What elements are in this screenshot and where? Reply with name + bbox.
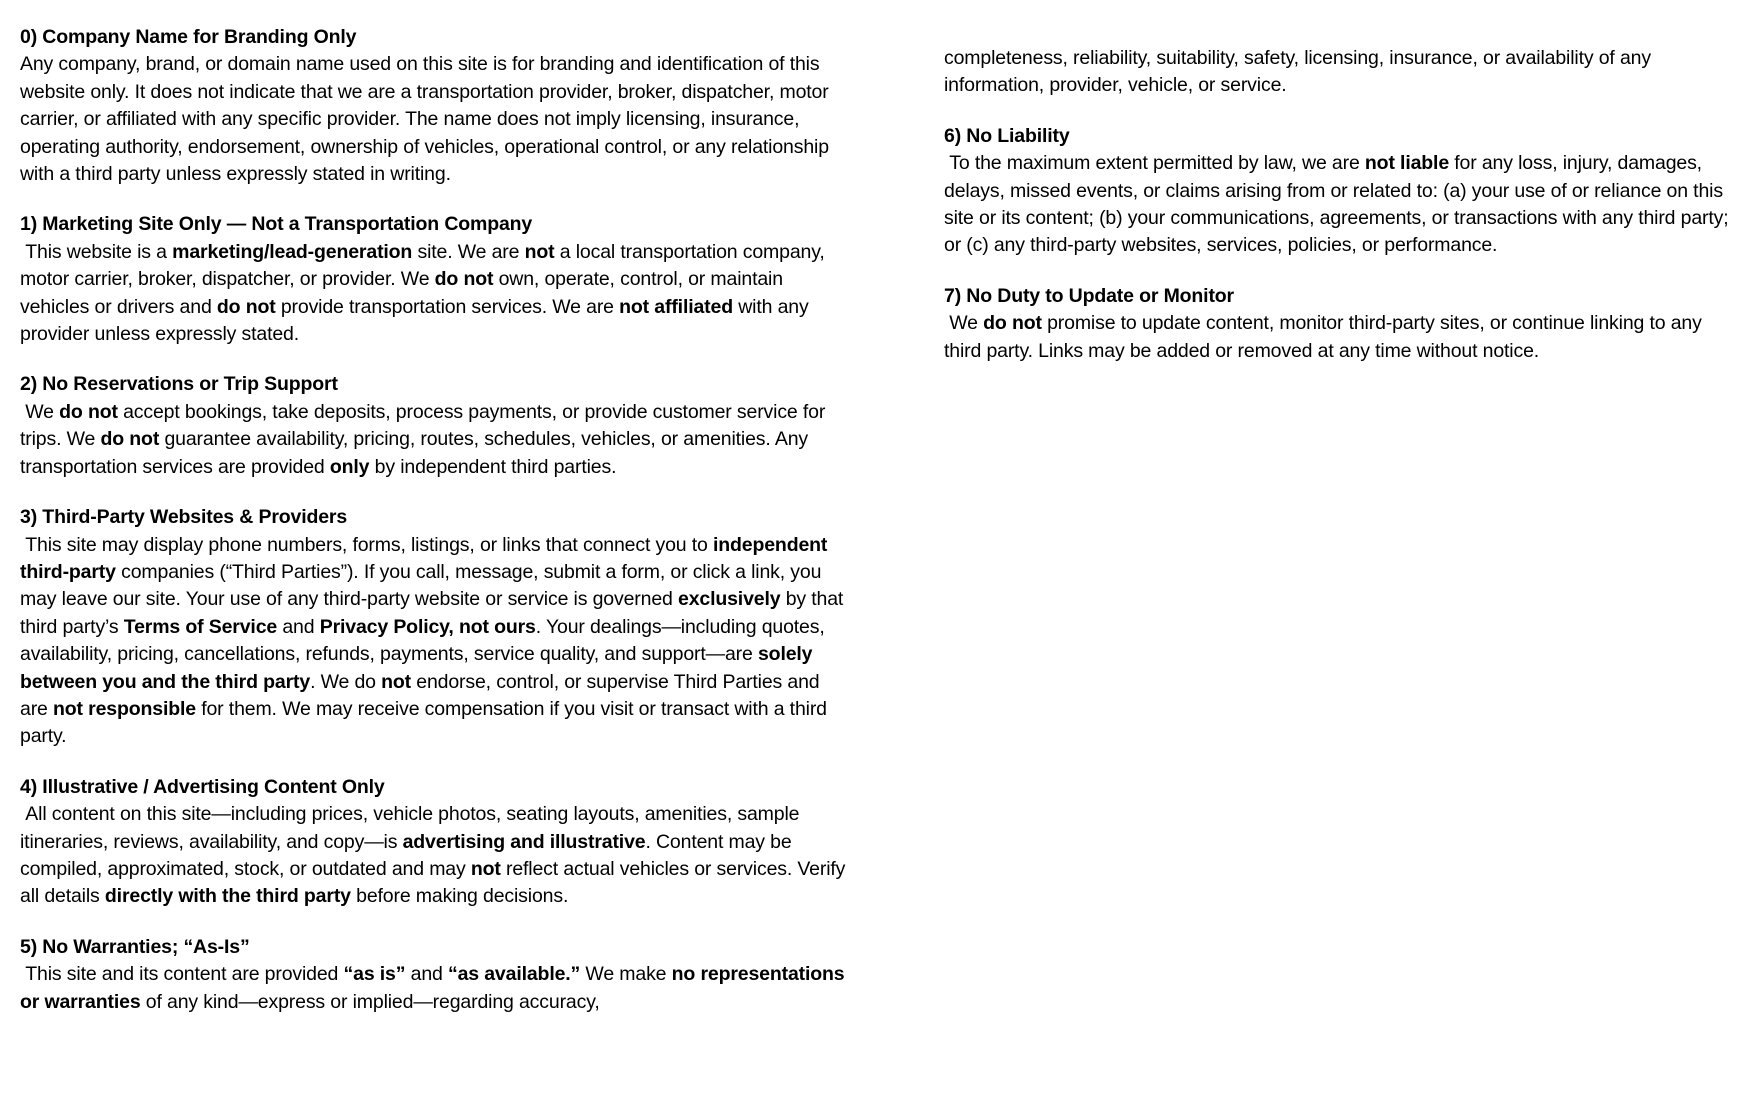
section-paragraph xyxy=(944,150,1744,260)
disclaimer-section xyxy=(944,45,1744,100)
section-heading: 2) No Reservations or Trip Support xyxy=(20,373,338,396)
bold-text: exclusively xyxy=(678,588,781,611)
body-text: and xyxy=(277,615,320,638)
disclaimer-section xyxy=(20,371,852,481)
bold-text: do not xyxy=(216,295,276,318)
body-text: a local transportation company, motor carrier, broker, dispatcher, or provider. We xyxy=(20,240,830,291)
section-paragraph xyxy=(20,801,852,911)
body-text: for them. We may receive compensation if you visit or transact with a third party. xyxy=(20,697,833,748)
bold-text: independent third-party xyxy=(20,533,833,583)
section-paragraph xyxy=(944,45,1744,100)
body-text: endorse, control, or supervise Third Parties and are xyxy=(20,670,825,720)
bold-text: advertising and illustrative xyxy=(402,830,646,853)
bold-text: Privacy Policy, not ours xyxy=(319,615,536,638)
bold-text: solely between you and the third party xyxy=(20,643,818,693)
body-text: site. We are xyxy=(412,240,525,263)
section-heading: 1) Marketing Site Only — Not a Transportation Company xyxy=(20,213,533,236)
body-text: This site may display phone numbers, forms, listings, or links that connect you to xyxy=(20,533,713,556)
body-text: accept bookings, take deposits, process payments, or provide customer service for trips. We xyxy=(20,400,831,451)
bold-text: not xyxy=(381,670,411,693)
body-text: This website is a xyxy=(20,240,173,263)
section-paragraph xyxy=(20,532,852,751)
bold-text: do not xyxy=(983,312,1042,335)
section-paragraph xyxy=(20,399,852,481)
disclaimer-section xyxy=(20,934,852,1016)
body-text: This site and its content are provided xyxy=(20,963,344,986)
body-text: guarantee availability, pricing, routes, schedules, vehicles, or amenities. Any transportation services are provided xyxy=(20,428,814,478)
section-paragraph xyxy=(20,51,852,188)
bold-text: “as available.” xyxy=(447,963,581,986)
left-column xyxy=(20,24,852,1016)
bold-text: “as is” xyxy=(343,963,406,986)
body-text: completeness, reliability, suitability, safety, licensing, insurance, or availability of any information, provider, vehicle, or service. xyxy=(944,47,1657,97)
section-paragraph xyxy=(20,239,852,349)
section-heading: 0) Company Name for Branding Only xyxy=(20,26,357,48)
bold-text: do not xyxy=(59,400,118,423)
right-column xyxy=(944,45,1744,365)
body-text: . We do xyxy=(310,670,382,693)
bold-text: not affiliated xyxy=(619,295,733,318)
body-text: All content on this site—including prices, vehicle photos, seating layouts, amenities, sample itineraries, reviews, availability, and copy—is xyxy=(20,803,805,853)
bold-text: not responsible xyxy=(53,697,196,720)
bold-text: do not xyxy=(100,428,160,451)
disclaimer-section xyxy=(20,504,852,751)
disclaimer-section xyxy=(20,774,852,911)
body-text: We xyxy=(20,400,60,423)
disclaimer-section xyxy=(20,211,852,348)
bold-text: only xyxy=(329,455,370,478)
section-heading: 4) Illustrative / Advertising Content Only xyxy=(20,775,385,798)
disclaimer-section xyxy=(20,24,852,188)
section-heading: 6) No Liability xyxy=(944,124,1070,147)
body-text: reflect actual vehicles or services. Verify all details xyxy=(20,857,851,908)
body-text: by that third party’s xyxy=(20,588,849,638)
bold-text: directly with the third party xyxy=(104,885,351,908)
bold-text: not liable xyxy=(1364,152,1450,175)
body-text: . Your dealings—including quotes, availability, pricing, cancellations, refunds, payments, service quality, and support—are xyxy=(20,615,830,666)
body-text: promise to update content, monitor third-party sites, or continue linking to any third party. Links may be added or removed at any time without notice. xyxy=(944,312,1707,362)
body-text: by independent third parties. xyxy=(369,455,617,478)
bold-text: do not xyxy=(434,268,494,291)
bold-text: no representations or warranties xyxy=(20,963,850,1013)
bold-text: Terms of Service xyxy=(123,615,278,638)
body-text: provide transportation services. We are xyxy=(275,295,620,318)
body-text: We make xyxy=(580,963,672,986)
body-text: . Content may be compiled, approximated, stock, or outdated and may xyxy=(20,830,797,880)
bold-text: not xyxy=(524,240,555,263)
section-heading: 3) Third-Party Websites & Providers xyxy=(20,506,348,529)
bold-text: not xyxy=(470,857,501,880)
body-text: for any loss, injury, damages, delays, missed events, or claims arising from or related to: (a) your use of or reliance on this site or its content; (b) your communications, agreements, or transactions with any third party; or (c) any third-party websites, services, policies, or performance. xyxy=(944,152,1734,257)
body-text: of any kind—express or implied—regarding accuracy, xyxy=(140,990,600,1013)
body-text: We xyxy=(944,312,984,335)
body-text: with any provider unless expressly stated. xyxy=(20,295,814,346)
section-paragraph xyxy=(944,310,1744,365)
disclaimer-section xyxy=(944,283,1744,365)
body-text: Any company, brand, or domain name used on this site is for branding and identification of this website only. It does not indicate that we are a transportation provider, broker, dispatcher, motor carrier, or affiliated with any specific provider. The name does not imply licensing, insurance, operating authority, endorsement, ownership of vehicles, operational control, or any relationship with a third party unless expressly stated in writing. xyxy=(20,53,835,186)
body-text: own, operate, control, or maintain vehicles or drivers and xyxy=(20,268,789,318)
section-heading: 5) No Warranties; “As-Is” xyxy=(20,935,250,958)
body-text: companies (“Third Parties”). If you call, message, submit a form, or click a link, you may leave our site. Your use of any third-party website or service is governed xyxy=(20,560,827,611)
section-paragraph xyxy=(20,961,852,1016)
section-heading: 7) No Duty to Update or Monitor xyxy=(944,284,1234,307)
disclaimer-section xyxy=(944,123,1744,260)
body-text: To the maximum extent permitted by law, we are xyxy=(944,152,1365,175)
bold-text: marketing/lead-generation xyxy=(172,240,413,263)
body-text: and xyxy=(405,963,448,986)
body-text: before making decisions. xyxy=(350,885,569,908)
